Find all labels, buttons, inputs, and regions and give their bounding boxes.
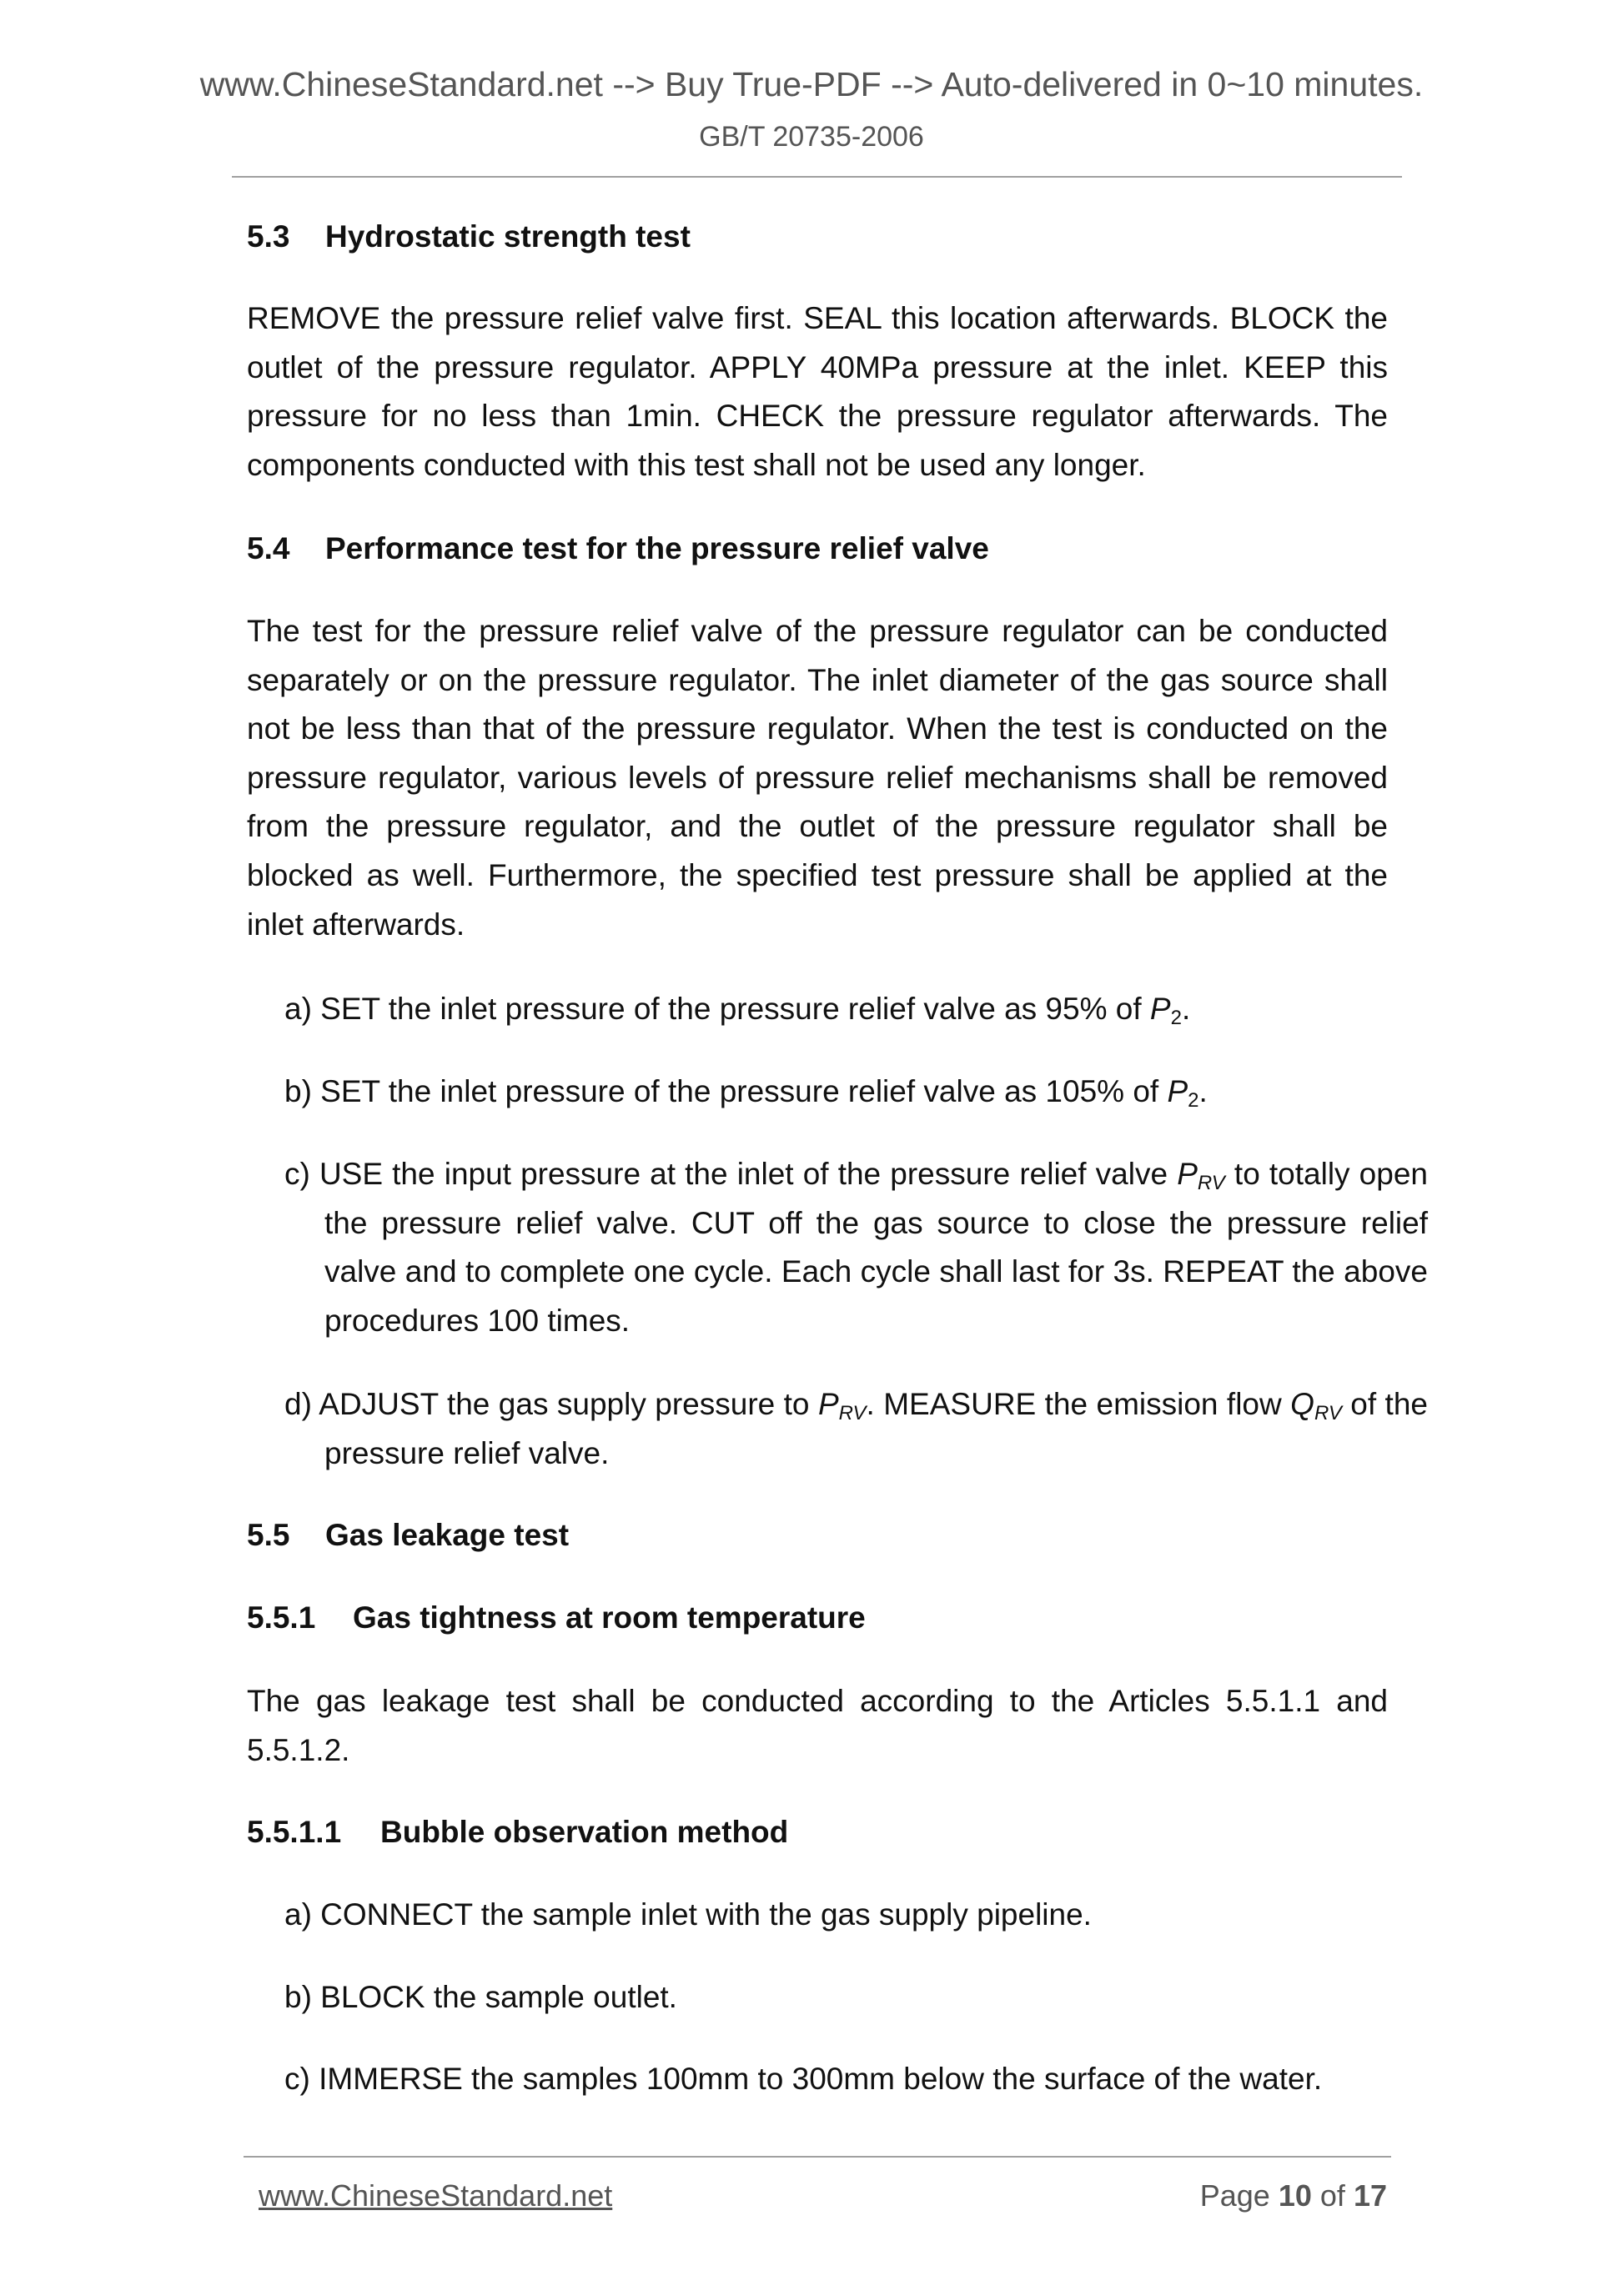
header-banner: www.ChineseStandard.net --> Buy True-PDF --> Auto-delivered in 0~10 minutes. [199,65,1424,103]
section-number: 5.3 [247,219,290,254]
document-id: GB/T 20735-2006 [699,121,924,153]
section-title: Performance test for the pressure relief valve [325,531,989,565]
page-number: Page 10 of 17 [1199,2178,1387,2213]
list-item: c) IMMERSE the samples 100mm to 300mm below the surface of the water. [284,2062,1323,2096]
section-number: 5.5.1.1 [247,1815,342,1849]
section-number: 5.5.1 [247,1600,316,1635]
section-5-4-heading [247,525,1388,574]
list-item-a: a) SET the inlet pressure of the pressure relief valve as 95% of $P_2$. [284,992,1191,1029]
section-5-5-1-body: The gas leakage test shall be conducted according to the Articles 5.5.1.1 and 5.5.1.2. [247,1684,1388,1767]
section-number: 5.5 [247,1518,290,1552]
section-title: Gas leakage test [325,1518,570,1552]
section-title: Gas tightness at room temperature [353,1600,866,1635]
section-title: Hydrostatic strength test [325,219,691,254]
section-5-5-1-heading [247,1594,1388,1643]
list-item-b: b) SET the inlet pressure of the pressure relief valve as 105% of $P_2$. [284,1074,1208,1112]
list-item-c: c) USE the input pressure at the inlet of the pressure relief valve $P_{RV}$ to totally open the pressure relief valve. CUT off the gas source to close the pressure relief valve and to complete one cycle. Each cycle shall last for 3s. REPEAT the above procedures 100 times. [284,1157,1428,1338]
section-5-3-heading [247,213,1388,262]
list-item: b) BLOCK the sample outlet. [284,1980,677,2014]
list-item-d: d) ADJUST the gas supply pressure to $P_{RV}$. MEASURE the emission flow $Q_{RV}$ of the pressure relief valve. [284,1387,1428,1470]
section-5-5-heading [247,1511,1388,1560]
section-number: 5.4 [247,531,290,565]
header-divider [232,176,1402,178]
section-5-3-body: REMOVE the pressure relief valve first. SEAL this location afterwards. BLOCK the outlet of the pressure regulator. APPLY 40MPa pressure at the inlet. KEEP this pressure for no less than 1min. CHECK the pressure regulator afterwards. The components conducted with this test shall not be used any longer. [247,301,1388,482]
section-5-5-1-1-heading [247,1808,1388,1857]
list-item: a) CONNECT the sample inlet with the gas supply pipeline. [284,1897,1092,1932]
section-5-4-body: The test for the pressure relief valve of the pressure regulator can be conducted separately or on the pressure regulator. The inlet diameter of the gas source shall not be less than that of the pressure regulator. When the test is conducted on the pressure regulator, various levels of pressure relief mechanisms shall be removed from the pressure regulator, and the outlet of the pressure regulator shall be blocked as well. Furthermore, the specified test pressure shall be applied at the inlet afterwards. [247,614,1388,942]
section-title: Bubble observation method [380,1815,789,1849]
footer-link[interactable]: www.ChineseStandard.net [259,2178,613,2213]
footer-divider [244,2156,1391,2158]
